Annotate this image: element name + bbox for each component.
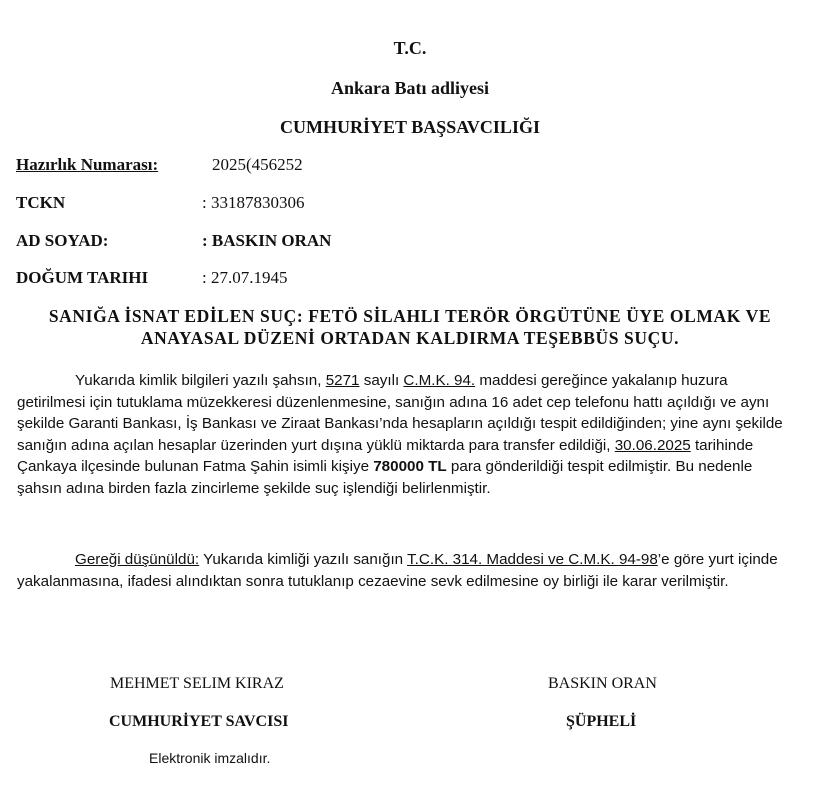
p2-text-2: ’e göre yurt içinde yakalanmasına, ifadesi alındıktan sonra tutuklanıp cezaevine sevk edilmesine oy birliği ile karar verilmiştir. [17, 551, 778, 590]
p1-text-1: Yukarıda kimlik bilgileri yazılı şahsın, [75, 372, 326, 389]
p2-text-1: Yukarıda kimliği yazılı sanığın [199, 551, 408, 568]
charge-line-1: SANIĞA İSNAT EDİLEN SUÇ: FETÖ SİLAHLI TERÖR ÖRGÜTÜNE ÜYE OLMAK VE [48, 306, 772, 326]
paragraph-1 [17, 370, 787, 499]
e-signature-note: Elektronik imzalıdır. [149, 750, 271, 766]
name-label: AD SOYAD: [16, 231, 109, 250]
header-court: Ankara Batı adliyesi [330, 78, 490, 98]
suspect-name: BASKIN ORAN [548, 675, 657, 692]
tckn-label: TCKN [16, 193, 66, 212]
charge-line-2: ANAYASAL DÜZENİ ORTADAN KALDIRMA TEŞEBBÜS SUÇU. [140, 328, 680, 348]
name-value: : BASKIN ORAN [202, 231, 332, 250]
tckn-value: : 33187830306 [202, 193, 305, 212]
decision-lead: Gereği düşünüldü: [75, 551, 200, 568]
prosecutor-name: MEHMET SELIM KIRAZ [110, 675, 284, 692]
hazirlik-value: 2025(456252 [212, 155, 303, 174]
birthdate-label: DOĞUM TARIHI [16, 268, 149, 287]
prosecutor-title: CUMHURİYET SAVCISI [109, 713, 289, 730]
charge-subject [30, 305, 790, 349]
header-office: CUMHURİYET BAŞSAVCILIĞI [280, 117, 540, 137]
transfer-amount: 780000 TL [373, 458, 447, 475]
transfer-date: 30.06.2025 [614, 436, 691, 454]
p1-text-5: para gönderildiği tespit edilmiştir. Bu nedenle şahsın adına birden fazla zincirleme şekilde suç işlendiği belirlenmiştir. [17, 458, 753, 497]
p1-text-2: sayılı [359, 372, 404, 389]
hazirlik-label: Hazırlık Numarası: [16, 155, 159, 174]
law-number: 5271 [325, 372, 360, 389]
header-tc: T.C. [393, 38, 427, 58]
decision-law-reference: T.C.K. 314. Maddesi ve C.M.K. 94-98 [407, 551, 658, 568]
paragraph-2 [17, 549, 787, 592]
birthdate-value: : 27.07.1945 [202, 268, 288, 287]
law-reference: C.M.K. 94. [403, 372, 476, 389]
suspect-title: ŞÜPHELİ [566, 713, 637, 730]
p1-text-3: maddesi gereğince yakalanıp huzura getirilmesi için tutuklama müzekkeresi düzenlenmesine, sanığın adına 16 adet cep telefonu hattı açıldığı ve aynı şekilde Garanti Bankası, İş Bankası ve Ziraat Bankası’nda hesapların açıldığı tespit edildiğinden; yine aynı şekilde sanığın adına açılan hesaplar üzerinden yurt dışına yüklü miktarda para transfer edildiği, [17, 372, 783, 454]
p1-text-4: tarihinde Çankaya ilçesinde bulunan Fatma Şahin isimli kişiye [17, 436, 754, 475]
